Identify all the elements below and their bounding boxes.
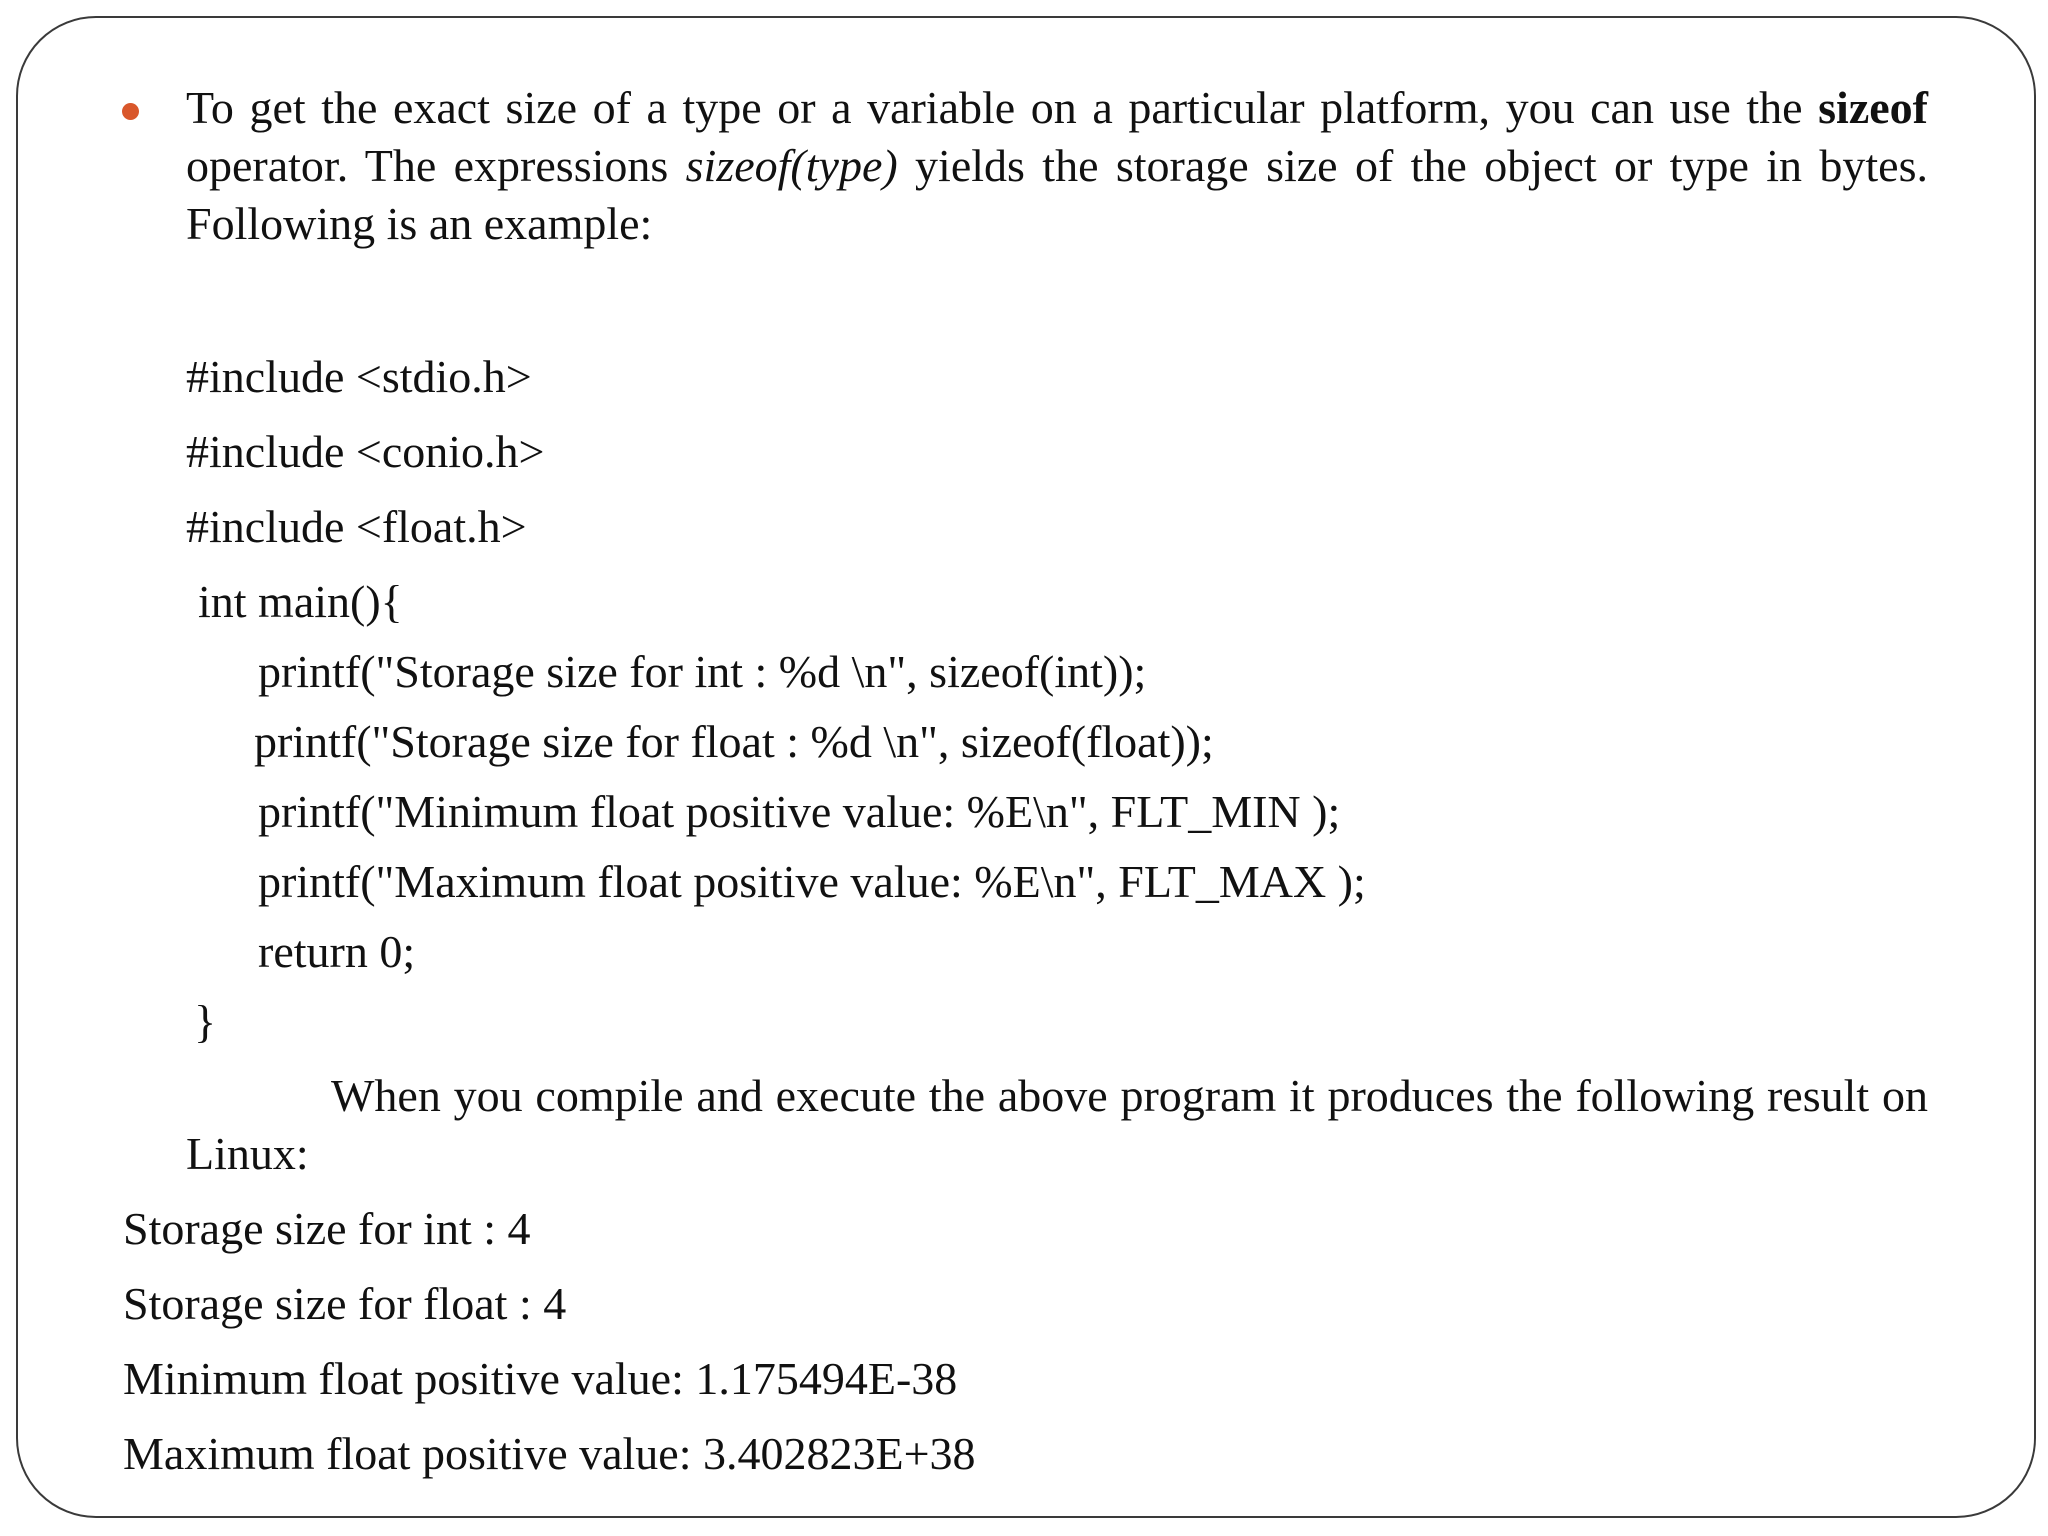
- code-line-closing-brace: }: [194, 996, 217, 1047]
- code-line-printf-int: printf("Storage size for int : %d \n", sizeof(int));: [258, 646, 1147, 697]
- code-line-printf-float: printf("Storage size for float : %d \n", sizeof(float));: [254, 716, 1214, 767]
- output-line-int-size: Storage size for int : 4: [123, 1203, 531, 1254]
- intro-paragraph: [186, 79, 1928, 253]
- code-line-include-float: #include <float.h>: [186, 501, 527, 552]
- code-line-include-stdio: #include <stdio.h>: [186, 351, 532, 402]
- output-line-float-size: Storage size for float : 4: [123, 1278, 567, 1329]
- code-line-main: int main(){: [198, 576, 403, 627]
- code-line-return: return 0;: [258, 926, 416, 977]
- code-line-printf-max: printf("Maximum float positive value: %E\n", FLT_MAX );: [258, 856, 1366, 907]
- sizeof-keyword: sizeof: [1818, 82, 1928, 133]
- intro-text-1: To get the exact size of a type or a variable on a particular platform, you can use the: [186, 82, 1819, 133]
- bullet-icon: [122, 103, 139, 120]
- output-line-min-float: Minimum float positive value: 1.175494E-38: [123, 1353, 958, 1404]
- output-line-max-float: Maximum float positive value: 3.402823E+38: [123, 1428, 976, 1479]
- result-intro-paragraph: When you compile and execute the above program it produces the following result on Linux:: [186, 1070, 1928, 1179]
- intro-text-2: operator. The expressions: [186, 140, 686, 191]
- code-line-printf-min: printf("Minimum float positive value: %E\n", FLT_MIN );: [258, 786, 1341, 837]
- sizeof-expression: sizeof(type): [685, 140, 898, 191]
- code-line-include-conio: #include <conio.h>: [186, 426, 545, 477]
- intro-text-3: yields the storage size of the object or type in bytes. Following is an example:: [186, 140, 1928, 249]
